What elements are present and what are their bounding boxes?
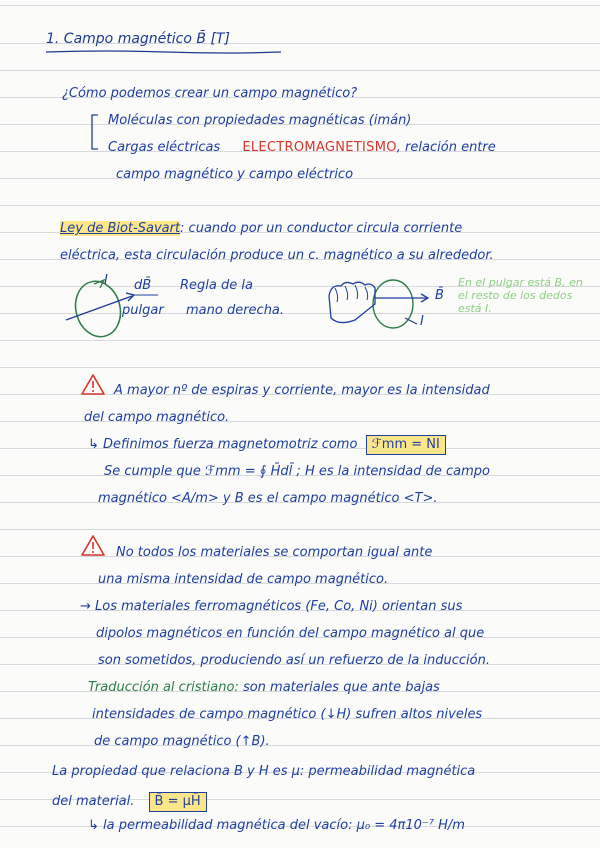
mmf-formula-box: ℱmm = NI (366, 435, 446, 455)
ferro-line1: → Los materiales ferromagnéticos (Fe, Co, Ni) orientan sus (80, 599, 463, 614)
options-bracket (90, 113, 100, 153)
charges-text: Cargas eléctricas (108, 140, 221, 155)
current-label-left: I (104, 273, 108, 288)
translation-line1 (88, 680, 440, 696)
warning1-line2: del campo magnético. (84, 410, 230, 425)
biot-savart-line2: eléctrica, esta circulación produce un c. magnético a su alrededor. (60, 248, 494, 263)
translation-text: son materiales que ante bajas (238, 680, 440, 695)
translation-label: Traducción al cristiano: (88, 680, 239, 695)
cumple-line2: magnético <A/m> y B es el campo magnético <T>. (98, 491, 438, 506)
db-underline (132, 293, 162, 297)
biot-savart-term: Ley de Biot-Savart (60, 221, 181, 236)
arrow-icon: ↳ (88, 437, 99, 452)
material-text: del material. (52, 794, 135, 809)
thumb-note: En el pulgar está B, en el resto de los dedos está I. (458, 276, 583, 315)
question: ¿Cómo podemos crear un campo magnético? (62, 86, 358, 101)
warning2-line2: una misma intensidad de campo magnético. (98, 572, 389, 587)
warning2-line1: No todos los materiales se comportan igual ante (116, 545, 433, 560)
rule-pulgar: pulgar (122, 303, 164, 318)
ferro-line2: dipolos magnéticos en función del campo magnético al que (96, 626, 485, 641)
definition-line (88, 435, 446, 455)
rule-line1: Regla de la (180, 278, 253, 293)
relation-text: , relación entre (396, 140, 496, 155)
electromagnetism-term: ELECTROMAGNETISMO (242, 140, 397, 155)
warning1-line1: A mayor nº de espiras y corriente, mayor es la intensidad (114, 383, 490, 398)
vacuum-permeability: ↳ la permeabilidad magnética del vacío: μ₀ = 4π10⁻⁷ H/m (88, 818, 465, 833)
cumple-line1: Se cumple que ℱmm = ∮ H̄dl̄ ; H es la intensidad de campo (104, 464, 491, 479)
db-label: dB̄ (134, 278, 152, 293)
ferro-line3: son sometidos, produciendo así un refuerzo de la inducción. (98, 653, 490, 668)
current-label-right: I (420, 314, 424, 329)
warning-icon-1 (80, 373, 106, 397)
translation-line2: intensidades de campo magnético (↓H) sufren altos niveles (92, 707, 483, 722)
option-charges (108, 140, 496, 156)
permeability-line2 (52, 792, 207, 812)
right-hand-rule-diagram (325, 276, 435, 336)
translation-line3: de campo magnético (↑B). (94, 734, 270, 749)
b-mu-h-box: B̄ = μH̄ (149, 792, 207, 812)
permeability-line1: La propiedad que relaciona B y H es μ: permeabilidad magnética (52, 764, 476, 779)
b-field-label: B̄ (435, 288, 444, 303)
rule-line2: mano derecha. (186, 303, 285, 318)
biot-savart-def: : cuando por un conductor circula corriente (180, 221, 463, 236)
warning-icon-2 (80, 534, 106, 558)
option-charges-cont: campo magnético y campo eléctrico (116, 167, 354, 182)
page-title: 1. Campo magnético B̄ [T] (46, 31, 230, 47)
definition-text: Definimos fuerza magnetomotriz como (103, 437, 358, 452)
option-molecules: Moléculas con propiedades magnéticas (imán) (108, 113, 412, 128)
title-underline (46, 49, 286, 55)
biot-savart-line1 (60, 221, 462, 237)
